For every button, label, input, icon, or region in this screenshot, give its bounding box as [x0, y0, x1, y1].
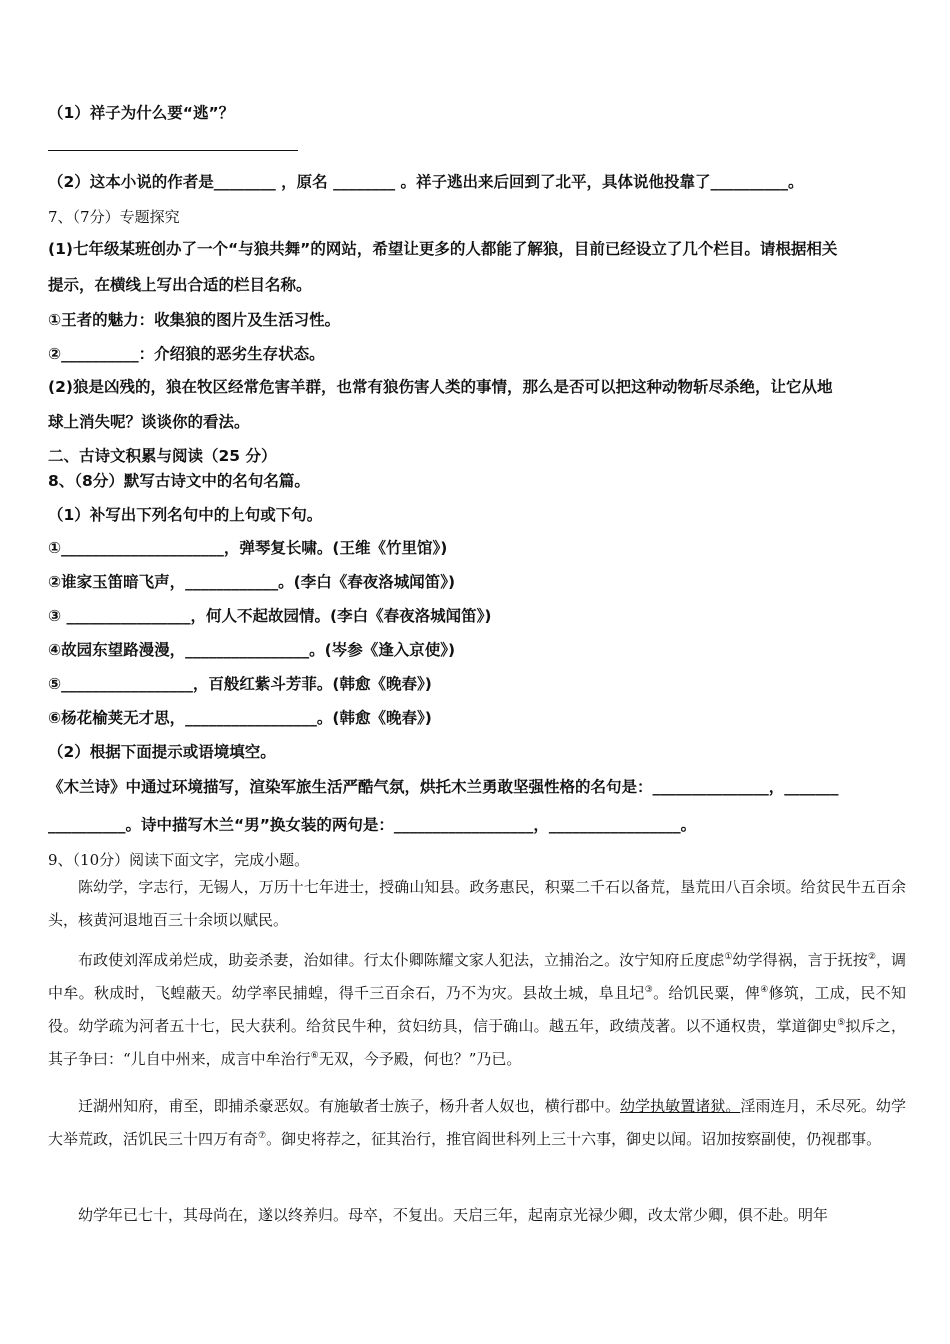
text: 。给饥民粟，俾	[653, 984, 761, 1002]
footnote-mark: ②	[867, 952, 876, 962]
q9-header: 9、（10分）阅读下面文字，完成小题。	[48, 851, 310, 869]
footnote-mark: ③	[644, 985, 654, 995]
text: 迁湖州知府，甫至，即捕杀豪恶奴。有施敏者士族子，杨升者人奴也，横行郡中。	[78, 1097, 620, 1115]
text: ，调中牟。秋成时，飞蝗蔽天。幼学率民捕蝗，得千三百余石，乃不为灾。县故土城，阜且圮	[48, 951, 906, 1002]
q8-item-2: ②谁家玉笛暗飞声，____________。(李白《春夜洛城闻笛》)	[48, 573, 456, 591]
q8-item-1: ①_____________________，弹琴复长啸。(王维《竹里馆》)	[48, 539, 448, 557]
q8-item-6: ⑥杨花榆荚无才思，_________________。(韩愈《晚春》)	[48, 709, 432, 727]
footnote-mark: ④	[760, 985, 769, 995]
q7-part1-line1: (1)七年级某班创办了一个“与狼共舞”的网站，希望让更多的人都能了解狼，目前已经设立了几个栏目。请根据相关	[48, 240, 838, 258]
underlined-sentence: 幼学执敏置诸狱。	[619, 1097, 741, 1115]
text: 。御史将荐之，征其治行，推官阎世科列上三十六事，御史以闻。诏加按察副使，仍视郡事。	[266, 1130, 882, 1148]
text: 修筑，工成，民不知役。幼学疏为河者五十七，民大获利。给贫民牛种，贫妇纺具，信于确山。越五年，政绩茂著。以不通权贵，掌道御史	[48, 984, 906, 1035]
text: 拟斥之，其子争曰：“儿自中州来，成言中牟治行	[48, 1017, 906, 1068]
q7-part2-line2: 球上消失呢？谈谈你的看法。	[48, 413, 250, 431]
q8-header: 8、（8分）默写古诗文中的名句名篇。	[48, 472, 310, 490]
text: 淫雨连月，禾尽死。幼学大举荒政，活饥民三十四万有奇	[48, 1097, 906, 1148]
q6-part2: （2）这本小说的作者是________ ，原名 ________ 。祥子逃出来后回到了北平，具体说他投靠了__________。	[48, 173, 804, 191]
q8-item-4: ④故园东望路漫漫，________________。(岑参《逢入京使》)	[48, 641, 456, 659]
footnote-mark: ⑥	[310, 1051, 319, 1061]
passage-paragraph-3	[48, 1090, 906, 1156]
answer-line	[48, 150, 298, 151]
section-heading: 二、古诗文积累与阅读（25 分）	[48, 447, 277, 465]
q7-item2: ②__________：介绍狼的恶劣生存状态。	[48, 345, 325, 363]
passage-paragraph-4: 幼学年已七十，其母尚在，遂以终养归。母卒，不复出。天启三年，起南京光禄少卿，改太常少卿，俱不赴。明年	[78, 1206, 829, 1224]
text: 无双，今予殿，何也？”乃已。	[318, 1050, 522, 1068]
q7-header: 7、（7分）专题探究	[48, 208, 180, 226]
q8-item-3: ③ ________________，何人不起故园情。(李白《春夜洛城闻笛》)	[48, 607, 492, 625]
q8-mulan-line2: __________。诗中描写木兰“男”换女装的两句是：__________________，_________________。	[48, 816, 697, 834]
text: 幼学得祸，言于抚按	[732, 951, 868, 969]
q7-part1-line2: 提示，在横线上写出合适的栏目名称。	[48, 276, 312, 294]
passage-paragraph-1: 陈幼学，字志行，无锡人，万历十七年进士，授确山知县。政务惠民，积粟二千石以备荒，垦荒田八百余顷。给贫民牛五百余头，核黄河退地百三十余顷以赋民。	[48, 878, 906, 929]
q6-part1: （1）祥子为什么要“逃”？	[48, 104, 235, 122]
text: 布政使刘浑成弟烂成，助妾杀妻，治如律。行太仆卿陈耀文家人犯法，立捕治之。汝宁知府丘度虑	[78, 951, 725, 969]
q8-item-5: ⑤_________________，百般红紫斗芳菲。(韩愈《晚春》)	[48, 675, 432, 693]
footnote-mark: ①	[724, 952, 733, 962]
footnote-mark: ⑤	[837, 1018, 846, 1028]
passage-paragraph-2	[48, 944, 906, 1076]
q7-part2-line1: (2)狼是凶残的，狼在牧区经常危害羊群，也常有狼伤害人类的事情，那么是否可以把这种动物斩尽杀绝，让它从地	[48, 378, 833, 396]
q8-mulan-line1: 《木兰诗》中通过环境描写，渲染军旅生活严酷气氛，烘托木兰勇敢坚强性格的名句是：_______________，_______	[48, 778, 839, 796]
q7-item1: ①王者的魅力：收集狼的图片及生活习性。	[48, 311, 341, 329]
q8-sub1: （1）补写出下列名句中的上句或下句。	[48, 506, 323, 524]
q8-sub2: （2）根据下面提示或语境填空。	[48, 743, 276, 761]
footnote-mark: ⑦	[258, 1131, 267, 1141]
